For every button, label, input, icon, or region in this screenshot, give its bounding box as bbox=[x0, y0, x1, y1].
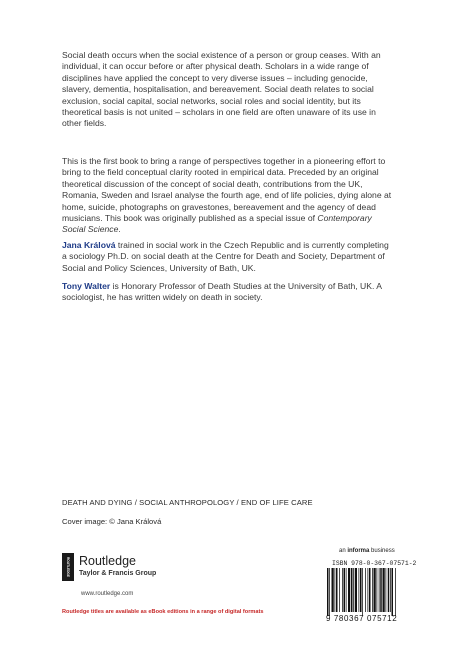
barcode-bar bbox=[392, 568, 394, 616]
subject-categories: DEATH AND DYING / SOCIAL ANTHROPOLOGY / END OF LIFE CARE bbox=[62, 498, 313, 507]
blurb-paragraph-2-text: This is the first book to bring a range of perspectives together in a pioneering effort to bring to the field conceptual clarity rooted in empirical data. Preceded by an original theoretical discussion of the concept of social death, contributions from the UK, Romania, Sweden and Israel analyse the fourth age, end of life policies, dying alone at home, suicide, photographs on gravestones, bereavement and the agency of dead musicians. This book was originally published as a special issue of bbox=[62, 156, 392, 224]
barcode-bar bbox=[342, 568, 343, 612]
barcode-bar bbox=[374, 568, 376, 612]
barcode-digits: 9 780367 075712 bbox=[326, 614, 398, 623]
publisher-group: Taylor & Francis Group bbox=[79, 570, 157, 577]
barcode-bar bbox=[386, 568, 387, 612]
barcode-bar bbox=[395, 568, 396, 616]
author-bio-2 bbox=[62, 281, 392, 304]
barcode-bar bbox=[369, 568, 371, 612]
informa-prefix: an bbox=[339, 548, 348, 554]
barcode-bar bbox=[344, 568, 346, 612]
informa-tagline bbox=[339, 548, 395, 554]
barcode-bar bbox=[372, 568, 373, 612]
author-bio-text-2: is Honorary Professor of Death Studies at the University of Bath, UK. A sociologist, he has written widely on death in society. bbox=[62, 281, 382, 303]
author-name-2: Tony Walter bbox=[62, 281, 111, 291]
barcode-bar bbox=[346, 568, 347, 612]
author-name-1: Jana Králová bbox=[62, 240, 116, 250]
barcode-bar bbox=[388, 568, 390, 612]
barcode-bar bbox=[335, 568, 336, 612]
barcode-bar bbox=[362, 568, 363, 616]
barcode-bar bbox=[390, 568, 391, 612]
barcode-bar bbox=[353, 568, 354, 612]
ebook-note: Routledge titles are available as eBook editions in a range of digital formats bbox=[62, 609, 264, 615]
barcode-bar bbox=[339, 568, 340, 612]
routledge-logo-icon bbox=[62, 553, 74, 581]
publisher-url[interactable]: www.routledge.com bbox=[81, 591, 134, 597]
publisher-name: Routledge bbox=[79, 554, 136, 568]
barcode-bar bbox=[355, 568, 357, 612]
barcode-bar bbox=[377, 568, 378, 612]
blurb-paragraph-2-end: . bbox=[118, 224, 121, 235]
blurb-paragraph-1: Social death occurs when the social existence of a person or group ceases. With an individual, it can occur before or after physical death. Scholars in a wide range of disciplines have applied the concept to very diverse issues – including genocide, slavery, dementia, hospitalisation, and bereavement. Social death relates to social exclusion, social capital, social networks, social roles and social identity, but its theoretical basis is not united – scholars in one field are often unaware of its use in other fields. bbox=[62, 50, 381, 129]
author-bio-1 bbox=[62, 240, 392, 274]
barcode-bar bbox=[348, 568, 350, 612]
cover-credit: Cover image: © Jana Králová bbox=[62, 517, 162, 526]
barcode-bar bbox=[332, 568, 334, 612]
barcode-bar bbox=[360, 568, 362, 612]
informa-suffix: business bbox=[369, 548, 395, 554]
informa-brand: informa bbox=[347, 548, 370, 554]
blurb-paragraph-2 bbox=[62, 156, 392, 236]
isbn-label: ISBN 978-0-367-07571-2 bbox=[332, 560, 417, 567]
barcode-bar bbox=[383, 568, 385, 612]
barcode-bar bbox=[368, 568, 369, 612]
routledge-logo-text: ROUTLEDGE bbox=[66, 556, 71, 578]
journal-title: Contemporary Social Science bbox=[62, 213, 372, 235]
barcode-bar bbox=[327, 568, 329, 616]
barcode-bar bbox=[329, 568, 330, 616]
barcode-bar bbox=[359, 568, 360, 612]
author-bio-text-1: trained in social work in the Czech Republic and is currently completing a sociology Ph.D. on social death at the Centre for Death and Society, Department of Social and Policy Sciences, University of Bath, UK. bbox=[62, 240, 389, 273]
isbn-barcode bbox=[326, 568, 416, 618]
barcode-bar bbox=[351, 568, 353, 612]
barcode-bar bbox=[380, 568, 382, 612]
barcode-bar bbox=[379, 568, 380, 612]
barcode-bar bbox=[336, 568, 338, 612]
barcode-bar bbox=[365, 568, 366, 612]
